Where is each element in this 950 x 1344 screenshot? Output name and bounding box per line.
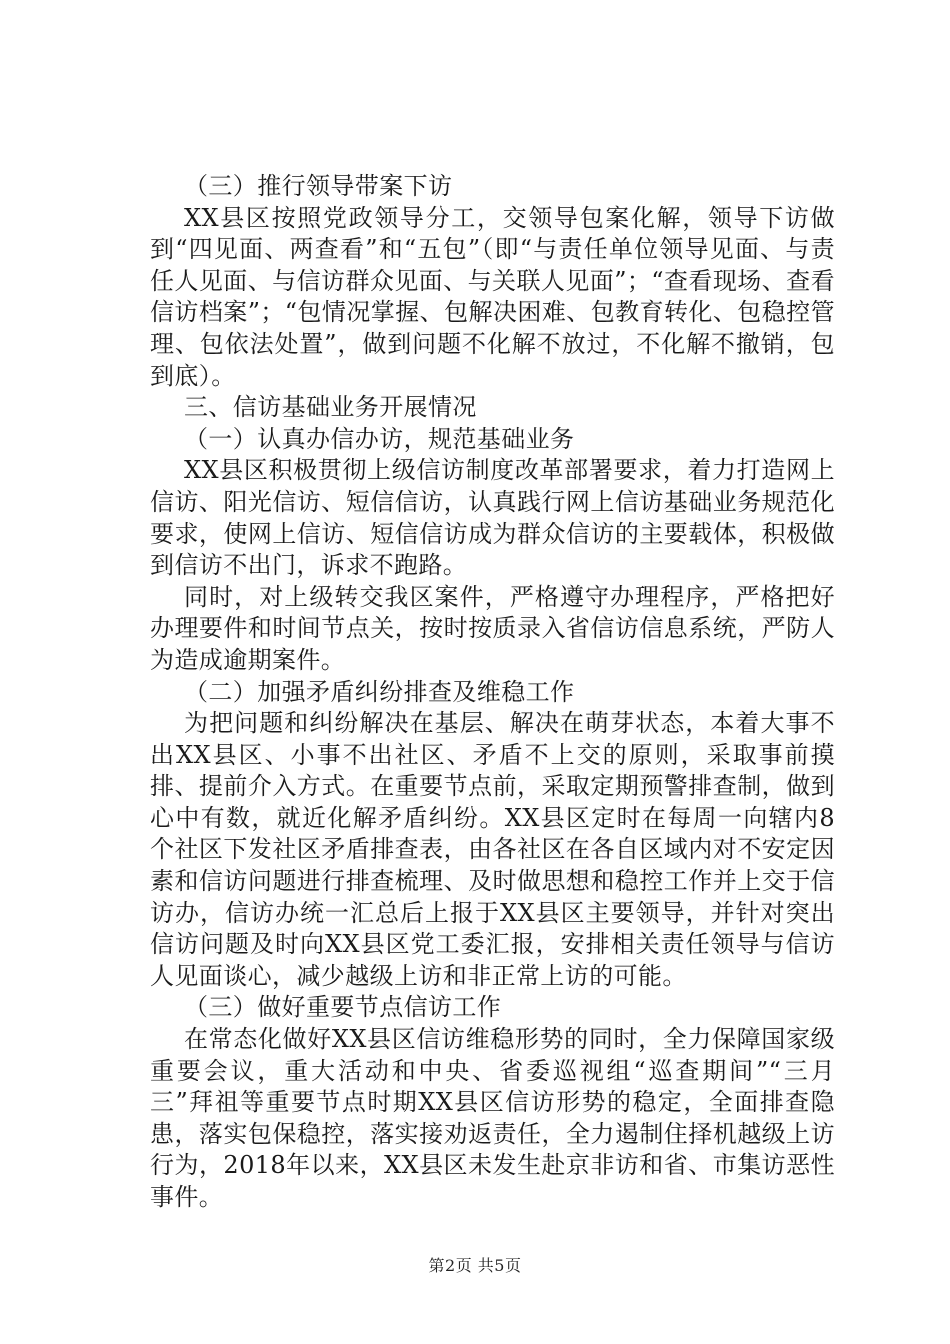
body-paragraph: XX县区按照党政领导分工，交领导包案化解，领导下访做到“四见面、两查看”和“五包”（即“与责任单位领导见面、与责任人见面、与信访群众见面、与关联人见面”；“查看现场、查看信访档案”；“包情况掌握、包解决困难、包教育转化、包稳控管理、包依法处置”，做到问题不化解不放过，不化解不撤销，包到底）。: [150, 203, 835, 390]
section-heading: （三）做好重要节点信访工作: [184, 993, 502, 1022]
document-body: [150, 171, 835, 1214]
body-paragraph: 同时，对上级转交我区案件，严格遵守办理程序，严格把好办理要件和时间节点关，按时按质录入省信访信息系统，严防人为造成逾期案件。: [150, 582, 835, 674]
body-paragraph: 在常态化做好XX县区信访维稳形势的同时，全力保障国家级重要会议，重大活动和中央、省委巡视组“巡查期间”“三月三”拜祖等重要节点时期XX县区信访形势的稳定，全面排查隐患，落实包保稳控，落实接劝返责任，全力遏制住择机越级上访行为，2018年以来，XX县区未发生赴京非访和省、市集访恶性事件。: [150, 1025, 835, 1211]
section-heading: 三、信访基础业务开展情况: [184, 393, 477, 422]
body-paragraph: XX县区积极贯彻上级信访制度改革部署要求，着力打造网上信访、阳光信访、短信信访，认真践行网上信访基础业务规范化要求，使网上信访、短信信访成为群众信访的主要载体，积极做到信访不出门，诉求不跑路。: [150, 456, 835, 580]
body-paragraph: 为把问题和纠纷解决在基层、解决在萌芽状态，本着大事不出XX县区、小事不出社区、矛盾不上交的原则，采取事前摸排、提前介入方式。在重要节点前，采取定期预警排查制，做到心中有数，就近化解矛盾纠纷。XX县区定时在每周一向辖内8个社区下发社区矛盾排查表，由各社区在各自区域内对不安定因素和信访问题进行排查梳理、及时做思想和稳控工作并上交于信访办，信访办统一汇总后上报于XX县区主要领导，并针对突出信访问题及时向XX县区党工委汇报，安排相关责任领导与信访人见面谈心，减少越级上访和非正常上访的可能。: [150, 709, 835, 990]
section-heading: （三）推行领导带案下访: [184, 172, 453, 200]
section-heading: （一）认真办信办访，规范基础业务: [184, 424, 575, 453]
page-number-footer: 第2页 共5页: [428, 1256, 522, 1275]
section-heading: （二）加强矛盾纠纷排查及维稳工作: [184, 677, 575, 706]
